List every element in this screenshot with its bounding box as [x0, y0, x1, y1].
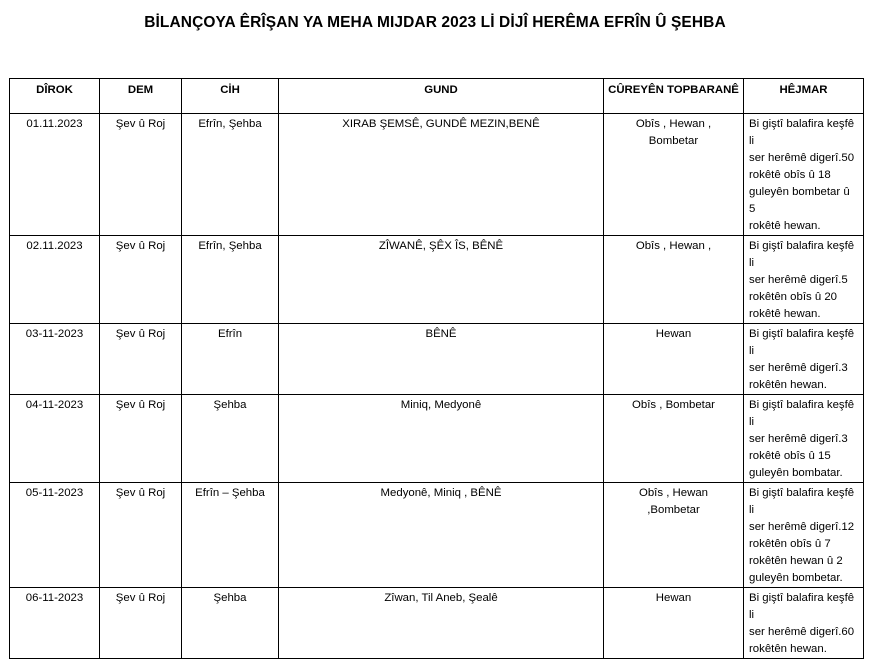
table-row: [10, 395, 864, 483]
cell-date: 05-11-2023: [10, 483, 100, 588]
header-place: CİH: [182, 79, 279, 114]
count-line: Bi giştî balafira keşfê li: [749, 399, 855, 428]
count-line: rokêtê obîs û 18: [749, 169, 831, 181]
table-row: [10, 588, 864, 659]
count-line: Bi giştî balafira keşfê li: [749, 592, 855, 621]
cell-villages: BÊNÊ: [279, 324, 604, 395]
count-line: ser herêmê digerî.5: [749, 274, 848, 286]
table-row: [10, 483, 864, 588]
cell-villages: Miniq, Medyonê: [279, 395, 604, 483]
type-line: ,Bombetar: [647, 504, 700, 516]
count-line: rokêtên hewan û 2: [749, 555, 843, 567]
count-line: guleyên bombetar û 5: [749, 186, 850, 215]
document-title: BİLANÇOYA ÊRÎŞAN YA MEHA MIJDAR 2023 Lİ DİJÎ HERÊMA EFRÎN Û ŞEHBA: [144, 14, 726, 31]
cell-place: Şehba: [182, 588, 279, 659]
header-count: HÊJMAR: [744, 79, 864, 114]
type-line: Obîs , Hewan ,: [635, 240, 712, 252]
type-line: Obîs , Hewan: [638, 487, 708, 499]
table-row: [10, 236, 864, 324]
cell-villages: ZÎWANÊ, ŞÊX ÎS, BÊNÊ: [279, 236, 604, 324]
cell-date: 01.11.2023: [10, 114, 100, 236]
cell-count: [744, 483, 864, 588]
cell-place: Efrîn, Şehba: [182, 114, 279, 236]
cell-villages: XIRAB ŞEMSÊ, GUNDÊ MEZIN,BENÊ: [279, 114, 604, 236]
cell-time: Şev û Roj: [100, 324, 182, 395]
count-line: Bi giştî balafira keşfê li: [749, 240, 855, 269]
cell-count: [744, 395, 864, 483]
type-line: Hewan: [655, 592, 692, 604]
count-line: rokêtê hewan.: [749, 220, 821, 232]
cell-types: [604, 236, 744, 324]
count-line: guleyên bombatar.: [749, 467, 843, 479]
cell-count: [744, 324, 864, 395]
count-line: rokêtê obîs û 15: [749, 450, 831, 462]
cell-time: Şev û Roj: [100, 588, 182, 659]
count-line: ser herêmê digerî.60: [749, 626, 855, 638]
cell-types: [604, 395, 744, 483]
count-line: guleyên bombetar.: [749, 572, 843, 584]
count-line: Bi giştî balafira keşfê li: [749, 328, 855, 357]
cell-time: Şev û Roj: [100, 483, 182, 588]
cell-place: Efrîn: [182, 324, 279, 395]
count-line: ser herêmê digerî.3: [749, 433, 848, 445]
count-line: Bi giştî balafira keşfê li: [749, 487, 855, 516]
cell-types: [604, 114, 744, 236]
type-line: Hewan: [655, 328, 692, 340]
count-line: rokêtên obîs û 7: [749, 538, 831, 550]
count-line: rokêtên hewan.: [749, 643, 827, 655]
type-line: Obîs , Bombetar: [632, 399, 715, 411]
header-date: DÎROK: [10, 79, 100, 114]
table-row: [10, 114, 864, 236]
cell-count: [744, 236, 864, 324]
cell-date: 06-11-2023: [10, 588, 100, 659]
type-line: Obîs , Hewan ,: [635, 118, 712, 130]
cell-villages: Zîwan, Til Aneb, Şealê: [279, 588, 604, 659]
cell-place: Efrîn – Şehba: [182, 483, 279, 588]
cell-types: [604, 483, 744, 588]
table-row: [10, 324, 864, 395]
count-line: ser herêmê digerî.3: [749, 362, 848, 374]
count-line: rokêtê hewan.: [749, 308, 821, 320]
type-line: Bombetar: [648, 135, 699, 147]
attacks-table: [9, 78, 864, 659]
cell-time: Şev û Roj: [100, 236, 182, 324]
count-line: rokêtên hewan.: [749, 379, 827, 391]
count-line: Bi giştî balafira keşfê li: [749, 118, 855, 147]
cell-time: Şev û Roj: [100, 395, 182, 483]
count-line: ser herêmê digerî.12: [749, 521, 855, 533]
cell-place: Efrîn, Şehba: [182, 236, 279, 324]
count-line: rokêtên obîs û 20: [749, 291, 838, 303]
header-time: DEM: [100, 79, 182, 114]
cell-date: 03-11-2023: [10, 324, 100, 395]
cell-types: [604, 588, 744, 659]
cell-count: [744, 114, 864, 236]
cell-place: Şehba: [182, 395, 279, 483]
cell-types: [604, 324, 744, 395]
table-header-row: [10, 79, 864, 114]
cell-date: 02.11.2023: [10, 236, 100, 324]
cell-villages: Medyonê, Miniq , BÊNÊ: [279, 483, 604, 588]
cell-time: Şev û Roj: [100, 114, 182, 236]
header-types: CÛREYÊN TOPBARANÊ: [604, 79, 744, 114]
header-villages: GUND: [279, 79, 604, 114]
cell-count: [744, 588, 864, 659]
count-line: ser herêmê digerî.50: [749, 152, 855, 164]
cell-date: 04-11-2023: [10, 395, 100, 483]
